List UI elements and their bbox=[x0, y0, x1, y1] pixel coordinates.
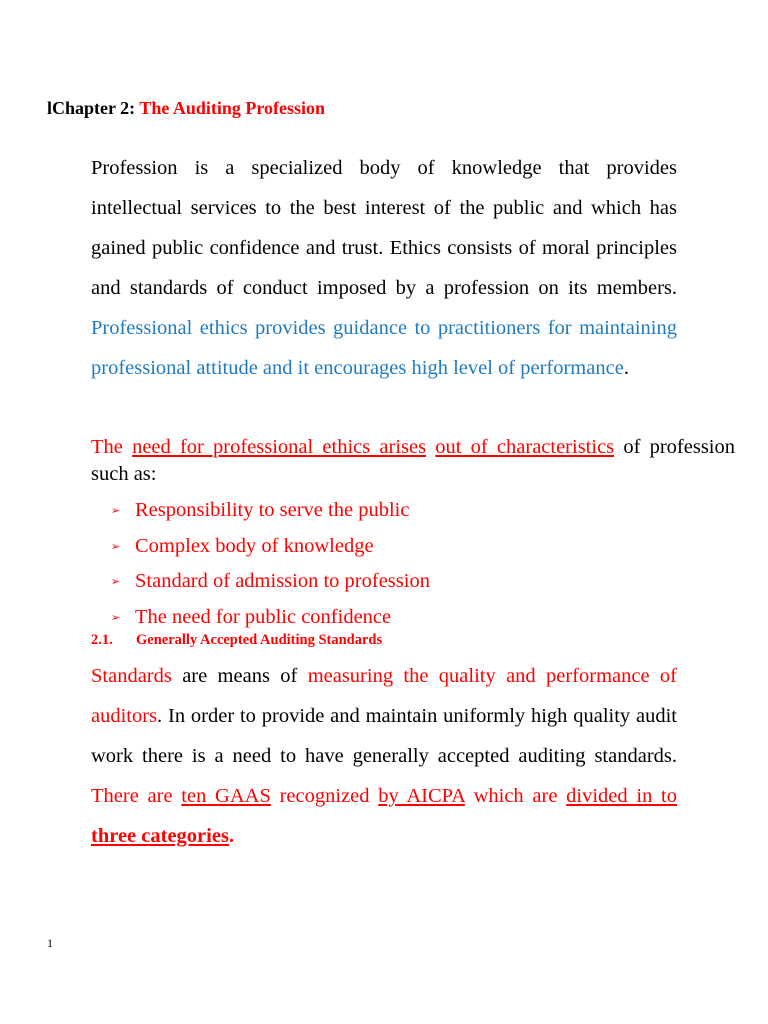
paragraph3-there-are: There are bbox=[91, 785, 182, 807]
arrow-bullet-icon: ➢ bbox=[111, 540, 121, 553]
paragraph-standards bbox=[91, 656, 677, 856]
paragraph3-ten-gaas: ten GAAS bbox=[181, 785, 271, 807]
paragraph1-highlight: Professional ethics provides guidance to practitioners for maintaining professional attitude and it encourages high level of performance bbox=[91, 317, 677, 379]
list-item bbox=[111, 530, 430, 566]
list-item bbox=[111, 601, 430, 637]
paragraph2-need: need for professional ethics arises bbox=[132, 436, 427, 458]
paragraph2-rest: of profession such as: bbox=[91, 436, 736, 485]
paragraph3-which-are: which are bbox=[464, 785, 567, 807]
paragraph-profession-definition bbox=[91, 148, 677, 388]
paragraph3-standards: Standards bbox=[91, 665, 172, 687]
paragraph1-end: . bbox=[623, 357, 629, 379]
section-heading-gaas bbox=[91, 632, 382, 649]
arrow-bullet-icon: ➢ bbox=[111, 611, 121, 624]
paragraph3-middle: . In order to provide and maintain uniformly high quality audit work there is a need to have generally accepted auditing standards. bbox=[91, 705, 677, 767]
section-number: 2.1. bbox=[91, 632, 113, 648]
paragraph2-the: The bbox=[91, 436, 123, 458]
chapter-prefix: lChapter 2: bbox=[47, 98, 136, 118]
paragraph3-are-means-of: are means of bbox=[171, 665, 308, 687]
paragraph3-divided-in-to: divided in to bbox=[566, 785, 677, 807]
list-item-text: Standard of admission to profession bbox=[135, 570, 430, 592]
paragraph1-plain: Profession is a specialized body of knowledge that provides intellectual services to the best interest of the public and which has gained public confidence and trust. Ethics consists of moral principles and standards of conduct imposed by a profession on its members. bbox=[91, 157, 677, 299]
arrow-bullet-icon: ➢ bbox=[111, 576, 121, 588]
list-item-text: Complex body of knowledge bbox=[135, 534, 374, 557]
arrow-bullet-icon: ➢ bbox=[111, 505, 121, 517]
list-item bbox=[111, 565, 430, 601]
page-number: 1 bbox=[47, 936, 53, 950]
characteristics-list bbox=[111, 494, 430, 636]
paragraph3-period: . bbox=[228, 825, 235, 847]
paragraph3-by-aicpa: by AICPA bbox=[378, 785, 465, 807]
list-item-text: Responsibility to serve the public bbox=[135, 499, 410, 521]
paragraph3-three-categories: three categories bbox=[91, 825, 229, 847]
paragraph2-out: out of characteristics bbox=[435, 436, 615, 458]
list-item-text: The need for public confidence bbox=[135, 605, 392, 628]
section-title: Generally Accepted Auditing Standards bbox=[136, 632, 383, 648]
list-item bbox=[111, 494, 430, 530]
chapter-title: The Auditing Profession bbox=[139, 98, 326, 118]
paragraph3-measuring: measuring the quality and performance of auditors bbox=[91, 665, 677, 727]
chapter-heading bbox=[47, 98, 325, 119]
paragraph3-recognized: recognized bbox=[270, 785, 379, 807]
paragraph-ethics-need bbox=[91, 434, 735, 488]
